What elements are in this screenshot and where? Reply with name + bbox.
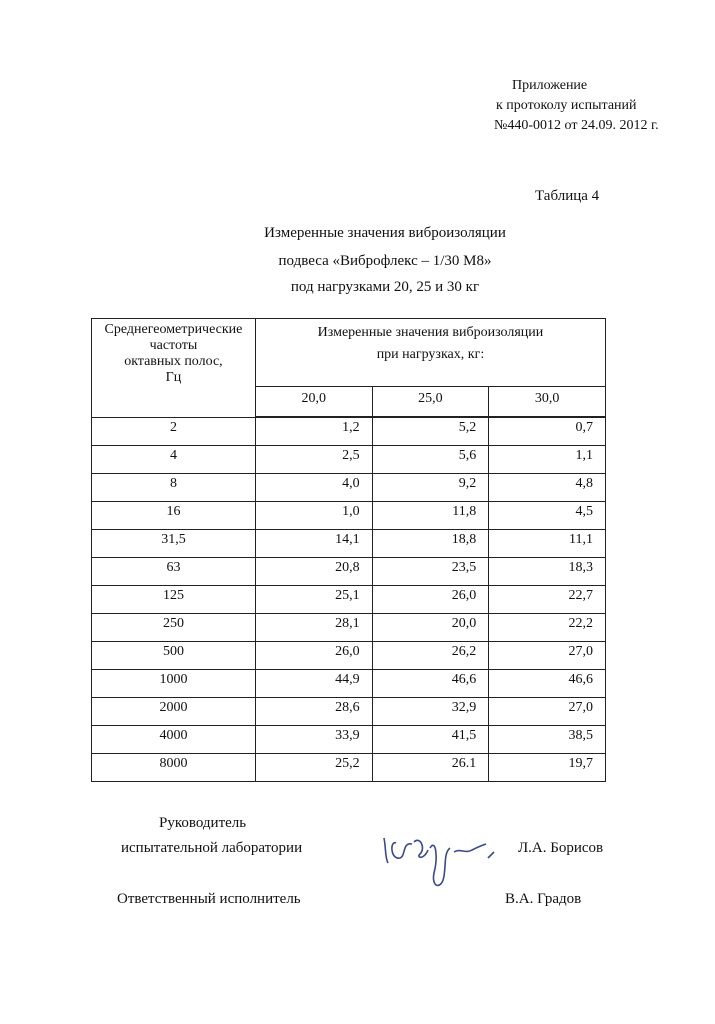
value-20kg-cell: 25,1 (255, 586, 372, 614)
freq-cell: 31,5 (92, 530, 256, 558)
value-30kg-cell: 27,0 (489, 698, 606, 726)
value-20kg-cell: 1,0 (255, 502, 372, 530)
value-25kg-cell: 26.1 (372, 754, 489, 782)
table-row (92, 754, 606, 782)
table-row (92, 726, 606, 754)
value-25kg-cell: 9,2 (372, 474, 489, 502)
value-25kg-cell: 11,8 (372, 502, 489, 530)
value-25kg-cell: 5,6 (372, 446, 489, 474)
table-row (92, 530, 606, 558)
freq-header-line: Гц (165, 370, 182, 385)
value-30kg-cell: 18,3 (489, 558, 606, 586)
value-20kg-cell: 4,0 (255, 474, 372, 502)
handwritten-signature (376, 818, 506, 898)
table-number: Таблица 4 (535, 188, 600, 204)
value-25kg-cell: 26,0 (372, 586, 489, 614)
value-30kg-cell: 19,7 (489, 754, 606, 782)
value-25kg-cell: 23,5 (372, 558, 489, 586)
value-30kg-cell: 4,8 (489, 474, 606, 502)
appendix-line-2: к протоколу испытаний (496, 98, 637, 113)
title-line-2: подвеса «Виброфлекс – 1/30 М8» (278, 253, 492, 269)
value-30kg-cell: 38,5 (489, 726, 606, 754)
value-30kg-cell: 46,6 (489, 670, 606, 698)
freq-cell: 1000 (92, 670, 256, 698)
appendix-line-3: №440-0012 от 24.09. 2012 г. (494, 118, 659, 133)
table-row (92, 558, 606, 586)
measured-values-header (255, 319, 605, 387)
table-row (92, 502, 606, 530)
value-30kg-cell: 0,7 (489, 417, 606, 446)
value-30kg-cell: 22,7 (489, 586, 606, 614)
freq-cell: 4 (92, 446, 256, 474)
title-line-1: Измеренные значения виброизоляции (264, 225, 506, 241)
table-row (92, 586, 606, 614)
freq-column-header (92, 319, 256, 418)
value-30kg-cell: 11,1 (489, 530, 606, 558)
head-name: Л.А. Борисов (518, 840, 604, 856)
value-25kg-cell: 5,2 (372, 417, 489, 446)
value-20kg-cell: 20,8 (255, 558, 372, 586)
table-row (92, 474, 606, 502)
freq-cell: 2000 (92, 698, 256, 726)
table-row (92, 446, 606, 474)
executor-name: В.А. Градов (505, 891, 582, 907)
freq-cell: 16 (92, 502, 256, 530)
value-20kg-cell: 28,1 (255, 614, 372, 642)
table-row (92, 670, 606, 698)
executor-title: Ответственный исполнитель (117, 891, 301, 907)
head-title: Руководитель (159, 815, 247, 831)
freq-cell: 250 (92, 614, 256, 642)
meas-header-line: Измеренные значения виброизоляции (317, 325, 544, 340)
freq-cell: 125 (92, 586, 256, 614)
table-header-row (92, 319, 606, 387)
value-20kg-cell: 25,2 (255, 754, 372, 782)
value-25kg-cell: 41,5 (372, 726, 489, 754)
title-line-3: под нагрузками 20, 25 и 30 кг (290, 279, 480, 295)
value-20kg-cell: 2,5 (255, 446, 372, 474)
freq-cell: 4000 (92, 726, 256, 754)
freq-cell: 8000 (92, 754, 256, 782)
value-20kg-cell: 1,2 (255, 417, 372, 446)
value-30kg-cell: 27,0 (489, 642, 606, 670)
value-30kg-cell: 1,1 (489, 446, 606, 474)
freq-header-line: октавных полос, (124, 354, 223, 369)
table-row (92, 698, 606, 726)
table-row (92, 642, 606, 670)
freq-cell: 500 (92, 642, 256, 670)
meas-header-line: при нагрузках, кг: (376, 347, 485, 362)
appendix-note (494, 76, 694, 136)
value-20kg-cell: 26,0 (255, 642, 372, 670)
load-header-25: 25,0 (372, 387, 489, 418)
value-20kg-cell: 44,9 (255, 670, 372, 698)
vibration-isolation-table (91, 318, 606, 782)
value-25kg-cell: 32,9 (372, 698, 489, 726)
appendix-line-1: Приложение (512, 78, 588, 93)
value-20kg-cell: 14,1 (255, 530, 372, 558)
value-25kg-cell: 46,6 (372, 670, 489, 698)
value-20kg-cell: 28,6 (255, 698, 372, 726)
head-lab-label: испытательной лаборатории (121, 840, 303, 856)
freq-cell: 8 (92, 474, 256, 502)
value-25kg-cell: 20,0 (372, 614, 489, 642)
value-25kg-cell: 26,2 (372, 642, 489, 670)
freq-header-line: Среднегеометрические (104, 322, 243, 337)
freq-header-line: частоты (149, 338, 198, 353)
value-25kg-cell: 18,8 (372, 530, 489, 558)
value-30kg-cell: 4,5 (489, 502, 606, 530)
load-header-30: 30,0 (489, 387, 606, 418)
freq-cell: 63 (92, 558, 256, 586)
load-header-20: 20,0 (255, 387, 372, 418)
freq-cell: 2 (92, 417, 256, 446)
value-30kg-cell: 22,2 (489, 614, 606, 642)
table-row (92, 614, 606, 642)
table-row (92, 417, 606, 446)
value-20kg-cell: 33,9 (255, 726, 372, 754)
